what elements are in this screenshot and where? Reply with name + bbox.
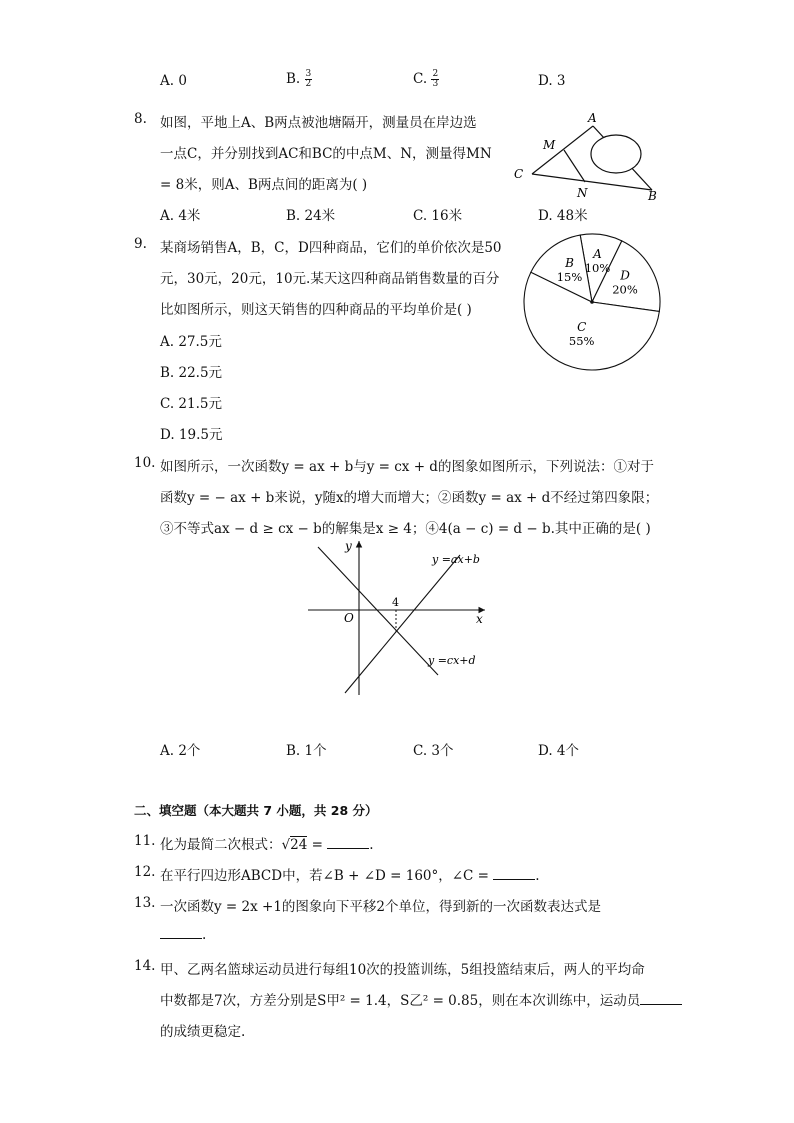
q10-option-c: C. 3个 [413,743,454,759]
q12-end: . [535,868,540,884]
pie-center [590,300,594,304]
label-m: M [543,138,556,152]
q8-option-d: D. 48米 [538,208,588,224]
q14-line3: 的成绩更稳定. [160,1024,246,1040]
q10-line-graph [300,535,495,700]
q8-number: 8. [134,111,147,127]
fraction-denominator: 3 [432,79,439,89]
line-cx-plus-d-label: y =cx+d [428,654,476,667]
label-b: B [648,189,657,203]
q11-line [160,833,374,853]
segment-mn [564,150,585,182]
sqrt-icon: √ [281,837,291,853]
q9-line3: 比如图所示，则这天销售的四种商品的平均单价是( ) [160,302,472,318]
q13-line1: 一次函数y = 2x +1的图象向下平移2个单位，得到新的一次函数表达式是 [160,899,602,915]
pie-value-b: 15% [556,270,583,285]
q7-option-b-label: B. [286,71,301,87]
pie-label-d: D [620,268,630,283]
pie-value-d: 20% [612,282,638,297]
q14-line2-text: 中数都是7次，方差分别是S甲² = 1.4，S乙² = 0.85，则在本次训练中，运动员 [160,993,641,1009]
q14-answer-blank[interactable] [640,992,682,1005]
q11-equals: = [307,837,328,853]
pie-value-c: 55% [568,333,595,348]
q11-radicand: 24 [290,837,308,853]
q9-number: 9. [134,236,147,252]
label-n: N [577,186,588,200]
fraction-numerator: 3 [305,69,312,79]
q12-text: 在平行四边形ABCD中，若∠B + ∠D = 160°，∠C = [160,868,494,884]
pie-label-b: B [565,256,574,271]
q7-option-b [286,70,312,89]
x-axis-label: x [476,612,483,626]
q10-option-a: A. 2个 [160,743,201,759]
q13-answer-blank[interactable] [160,926,202,939]
q7-option-c [413,70,439,89]
q9-option-b: B. 22.5元 [160,365,223,381]
q8-option-b: B. 24米 [286,208,336,224]
q10-line2: 函数y = − ax + b来说，y随x的增大而增大；②函数y = ax + d不经过第四象限； [160,490,659,506]
label-a: A [588,111,597,125]
q9-option-a: A. 27.5元 [160,334,222,350]
pie-label-c: C [577,319,587,334]
q7-option-d: D. 3 [538,73,566,89]
q14-line1: 甲、乙两名篮球运动员进行每组10次的投篮训练，5组投篮结束后，两人的平均命 [160,962,645,978]
y-axis-label: y [345,539,352,553]
section-2-title: 二、填空题（本大题共 7 小题，共 28 分） [134,803,378,818]
fraction-numerator: 2 [432,69,439,79]
q10-line3: ③不等式ax − d ≥ cx − b的解集是x ≥ 4；④4(a − c) = d − b.其中正确的是( ) [160,521,651,537]
q9-option-d: D. 19.5元 [160,427,223,443]
q10-number: 10. [134,455,156,471]
line-ax-plus-b [345,555,460,693]
q13-number: 13. [134,895,156,911]
q9-line2: 元，30元，20元，10元.某天这四种商品销售数量的百分 [160,271,500,287]
fraction-denominator: 2 [305,79,312,89]
segment-cb [532,174,652,190]
q11-end: . [369,837,374,853]
line-ax-plus-b-label: y =ax+b [432,553,480,566]
q10-option-b: B. 1个 [286,743,327,759]
q11-number: 11. [134,833,156,849]
q8-line1: 如图，平地上A、B两点被池塘隔开，测量员在岸边选 [160,115,477,131]
tick-4-label: 4 [392,596,399,609]
q14-line2 [160,989,682,1009]
line-cx-plus-d [318,547,438,675]
q12-line [160,864,540,884]
q11-text: 化为最简二次根式： [160,837,282,853]
q8-line3: = 8米，则A、B两点间的距离为( ) [160,177,368,193]
q7-option-a: A. 0 [160,73,187,89]
label-c: C [514,167,524,181]
q12-number: 12. [134,864,156,880]
q8-pond-figure [505,108,670,208]
q7-option-b-fraction [305,70,313,89]
q8-option-a: A. 4米 [160,208,201,224]
q10-line1: 如图所示，一次函数y = ax + b与y = cx + d的图象如图所示，下列说法：①对于 [160,459,654,475]
q9-option-c: C. 21.5元 [160,396,222,412]
q7-option-c-fraction [431,70,439,89]
q13-line2 [160,926,206,943]
q8-line2: 一点C，并分别找到AC和BC的中点M、N，测量得MN [160,146,492,162]
q9-pie-chart [520,232,665,372]
q10-option-d: D. 4个 [538,743,580,759]
q9-line1: 某商场销售A，B，C，D四种商品，它们的单价依次是50 [160,240,502,256]
q11-answer-blank[interactable] [327,836,369,849]
q12-answer-blank[interactable] [493,867,535,880]
q8-option-c: C. 16米 [413,208,463,224]
q7-option-c-label: C. [413,71,428,87]
origin-label: O [344,611,354,625]
pie-label-a: A [593,246,602,261]
pond-shape [591,135,641,173]
segment-ca [532,126,593,174]
pie-slices [524,234,660,370]
pie-value-a: 10% [584,260,611,275]
q13-end: . [202,927,207,943]
q14-number: 14. [134,958,156,974]
